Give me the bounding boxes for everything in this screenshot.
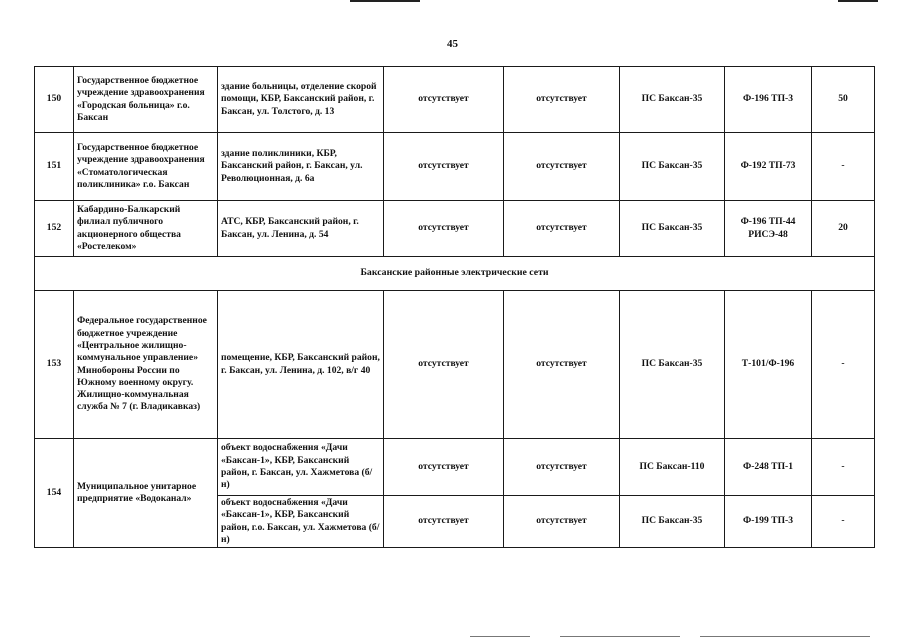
scan-artifact-bottom-1 [470,636,530,637]
organization-name: Федеральное государственное бюджетное учреждение «Центральное жилищно-коммунальное управление» Минобороны России по Южному военному округу. Жилищно-коммунальная служба № 7 (г. Владикавказ) [74,291,218,439]
object-address: объект водоснабжения «Дачи «Баксан-1», КБР, Баксанский район, г.о. Баксан, ул. Хажметова (б/н) [218,496,384,548]
object-address: объект водоснабжения «Дачи «Баксан-1», КБР, Баксанский район, г. Баксан, ул. Хажметова (б/н) [218,439,384,496]
table-row [35,439,875,496]
column-4-value: отсутствует [384,439,504,496]
object-address: помещение, КБР, Баксанский район, г. Баксан, ул. Ленина, д. 102, в/г 40 [218,291,384,439]
row-number: 150 [35,67,74,133]
organization-name: Кабардино-Балкарский филиал публичного акционерного общества «Ростелеком» [74,201,218,257]
last-column-value: 20 [812,201,875,257]
organization-name: Государственное бюджетное учреждение здравоохранения «Городская больница» г.о. Баксан [74,67,218,133]
last-column-value: - [812,291,875,439]
column-4-value: отсутствует [384,291,504,439]
column-5-value: отсутствует [504,439,620,496]
data-table [34,66,875,548]
feeder: Т-101/Ф-196 [725,291,812,439]
object-address: здание поликлиники, КБР, Баксанский район, г. Баксан, ул. Революционная, д. 6а [218,133,384,201]
table-row [35,133,875,201]
section-row [35,257,875,291]
section-title: Баксанские районные электрические сети [35,257,875,291]
substation: ПС Баксан-35 [620,67,725,133]
object-address: здание больницы, отделение скорой помощи, КБР, Баксанский район, г. Баксан, ул. Толстого, д. 13 [218,67,384,133]
table-row [35,67,875,133]
last-column-value: - [812,133,875,201]
scan-artifact-bottom-3 [700,636,870,637]
object-address: АТС, КБР, Баксанский район, г. Баксан, ул. Ленина, д. 54 [218,201,384,257]
row-number: 153 [35,291,74,439]
feeder: Ф-248 ТП-1 [725,439,812,496]
page-number: 45 [447,38,458,50]
column-5-value: отсутствует [504,133,620,201]
table-row [35,201,875,257]
feeder: Ф-196 ТП-3 [725,67,812,133]
feeder: Ф-196 ТП-44 РИСЭ-48 [725,201,812,257]
substation: ПС Баксан-35 [620,291,725,439]
row-number: 154 [35,439,74,548]
column-5-value: отсутствует [504,291,620,439]
substation: ПС Баксан-110 [620,439,725,496]
organization-name: Муниципальное унитарное предприятие «Водоканал» [74,439,218,548]
last-column-value: - [812,496,875,548]
column-4-value: отсутствует [384,201,504,257]
substation: ПС Баксан-35 [620,496,725,548]
scan-artifact-top-right [838,0,878,2]
column-5-value: отсутствует [504,496,620,548]
row-number: 151 [35,133,74,201]
column-4-value: отсутствует [384,133,504,201]
feeder: Ф-199 ТП-3 [725,496,812,548]
scan-artifact-top-left [350,0,420,2]
column-5-value: отсутствует [504,67,620,133]
column-4-value: отсутствует [384,67,504,133]
table-row [35,291,875,439]
scan-artifact-bottom-2 [560,636,680,637]
last-column-value: - [812,439,875,496]
last-column-value: 50 [812,67,875,133]
column-5-value: отсутствует [504,201,620,257]
row-number: 152 [35,201,74,257]
organization-name: Государственное бюджетное учреждение здравоохранения «Стоматологическая поликлиника» г.о. Баксан [74,133,218,201]
substation: ПС Баксан-35 [620,201,725,257]
feeder: Ф-192 ТП-73 [725,133,812,201]
column-4-value: отсутствует [384,496,504,548]
substation: ПС Баксан-35 [620,133,725,201]
